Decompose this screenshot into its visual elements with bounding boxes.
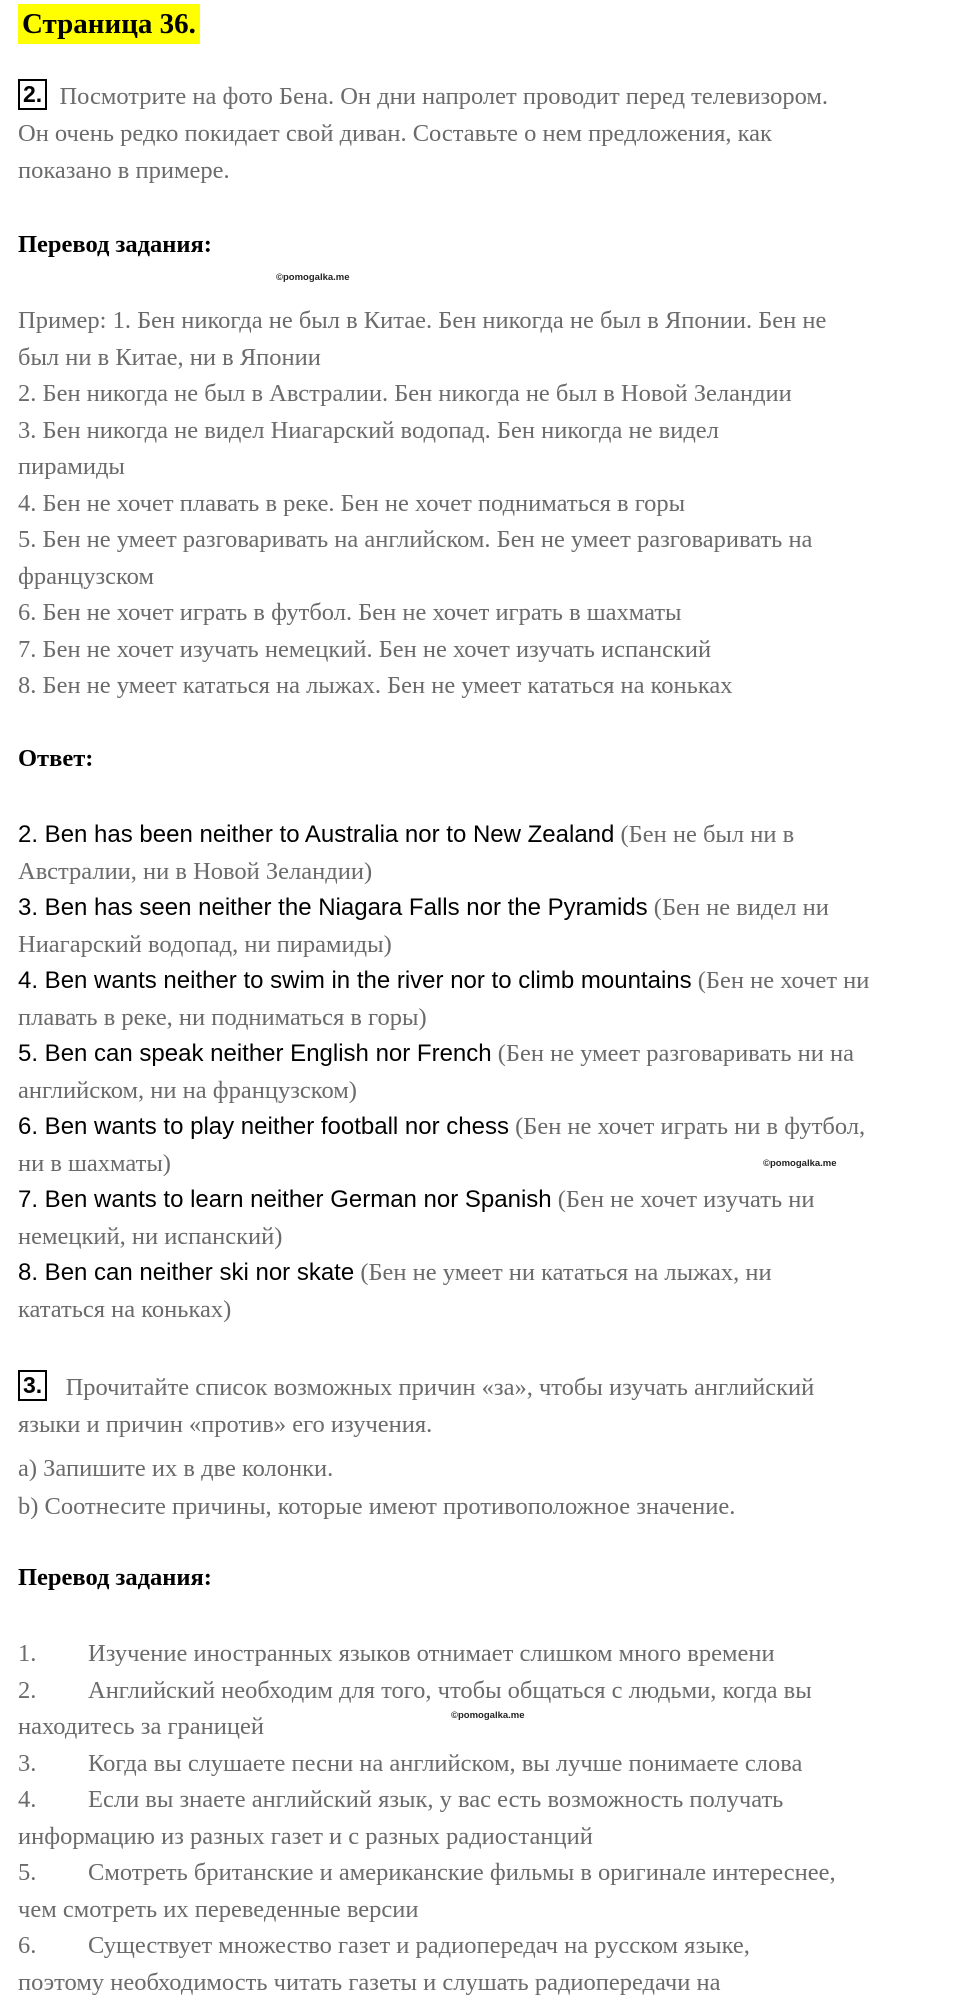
task3-list-item: 6. Существует множество газет и радиопередач на русском языке,: [18, 1932, 750, 1959]
task3-list-item-cont: информацию из разных газет и с разных радиостанций: [18, 1823, 593, 1850]
task3-list-item-cont: поэтому необходимость читать газеты и слушать радиопередачи на: [18, 1969, 721, 1996]
answer-item: 8. Ben can neither ski nor skate (Бен не умеет ни кататься на лыжах, ни: [18, 1259, 772, 1286]
task3-list-item-cont: чем смотреть их переведенные версии: [18, 1896, 419, 1923]
watermark: ©pomogalka.me: [763, 1158, 837, 1169]
answer-item-cont: кататься на коньках): [18, 1296, 232, 1323]
task3-list-item: 4. Если вы знаете английский язык, у вас есть возможность получать: [18, 1786, 784, 1813]
answer-heading: Ответ:: [18, 745, 94, 772]
watermark: ©pomogalka.me: [276, 272, 350, 283]
task2-translation-line: 7. Бен не хочет изучать немецкий. Бен не хочет изучать испанский: [18, 636, 712, 663]
task3-list-item: 3. Когда вы слушаете песни на английском, вы лучше понимаете слова: [18, 1750, 803, 1777]
answer-item-cont: Австралии, ни в Новой Зеландии): [18, 858, 373, 885]
task2-number-box: 2.: [18, 79, 47, 110]
page-title: Страница 36.: [18, 4, 200, 44]
task2-instruction-line-1: [18, 78, 828, 115]
task3-instruction-line-1: [18, 1369, 814, 1406]
task2-translation-line: 2. Бен никогда не был в Австралии. Бен никогда не был в Новой Зеландии: [18, 380, 792, 407]
task3-translation-heading: Перевод задания:: [18, 1564, 212, 1591]
watermark: ©pomogalka.me: [451, 1710, 525, 1721]
task2-translation-line: пирамиды: [18, 453, 125, 480]
task2-instruction-line-3: показано в примере.: [18, 157, 230, 184]
answer-item: 2. Ben has been neither to Australia nor to New Zealand (Бен не был ни в: [18, 821, 795, 848]
task2-translation-line: был ни в Китае, ни в Японии: [18, 344, 321, 371]
task2-translation-line: 3. Бен никогда не видел Ниагарский водопад. Бен никогда не видел: [18, 417, 719, 444]
task2-translation-line: 6. Бен не хочет играть в футбол. Бен не хочет играть в шахматы: [18, 599, 682, 626]
answer-item: 3. Ben has seen neither the Niagara Falls nor the Pyramids (Бен не видел ни: [18, 894, 829, 921]
answer-item-cont: плавать в реке, ни подниматься в горы): [18, 1004, 427, 1031]
task2-translation-line: 5. Бен не умеет разговаривать на английском. Бен не умеет разговаривать на: [18, 526, 813, 553]
task3-list-item: 2. Английский необходим для того, чтобы общаться с людьми, когда вы: [18, 1677, 812, 1704]
answer-item-cont: немецкий, ни испанский): [18, 1223, 283, 1250]
task3-list-item: 1. Изучение иностранных языков отнимает слишком много времени: [18, 1640, 775, 1667]
task2-instruction-text-1: Посмотрите на фото Бена. Он дни напролет проводит перед телевизором.: [59, 83, 828, 110]
answer-item-cont: английском, ни на французском): [18, 1077, 357, 1104]
task3-instruction-line-2: языки и причин «против» его изучения.: [18, 1411, 433, 1438]
answer-item: 4. Ben wants neither to swim in the river nor to climb mountains (Бен не хочет ни: [18, 967, 870, 994]
task2-translation-line: Пример: 1. Бен никогда не был в Китае. Бен никогда не был в Японии. Бен не: [18, 307, 827, 334]
answer-item: 5. Ben can speak neither English nor French (Бен не умеет разговаривать ни на: [18, 1040, 855, 1067]
answer-item: 6. Ben wants to play neither football nor chess (Бен не хочет играть ни в футбол,: [18, 1113, 866, 1140]
task3-list-item: 5. Смотреть британские и американские фильмы в оригинале интереснее,: [18, 1859, 836, 1886]
answer-item-cont: Ниагарский водопад, ни пирамиды): [18, 931, 392, 958]
answer-item-cont: ни в шахматы): [18, 1150, 171, 1177]
task3-list-item-cont: находитесь за границей: [18, 1713, 264, 1740]
task2-translation-heading: Перевод задания:: [18, 231, 212, 258]
task2-translation-line: 4. Бен не хочет плавать в реке. Бен не хочет подниматься в горы: [18, 490, 686, 517]
task2-translation-line: французском: [18, 563, 154, 590]
task3-number-box: 3.: [18, 1370, 47, 1401]
task3-instruction-text-1: Прочитайте список возможных причин «за», чтобы изучать английский: [65, 1374, 815, 1401]
answer-item: 7. Ben wants to learn neither German nor Spanish (Бен не хочет изучать ни: [18, 1186, 815, 1213]
task3-sub-a: a) Запишите их в две колонки.: [18, 1455, 334, 1482]
task2-translation-line: 8. Бен не умеет кататься на лыжах. Бен не умеет кататься на коньках: [18, 672, 733, 699]
task3-sub-b: b) Соотнесите причины, которые имеют противоположное значение.: [18, 1493, 736, 1520]
task2-instruction-line-2: Он очень редко покидает свой диван. Составьте о нем предложения, как: [18, 120, 772, 147]
